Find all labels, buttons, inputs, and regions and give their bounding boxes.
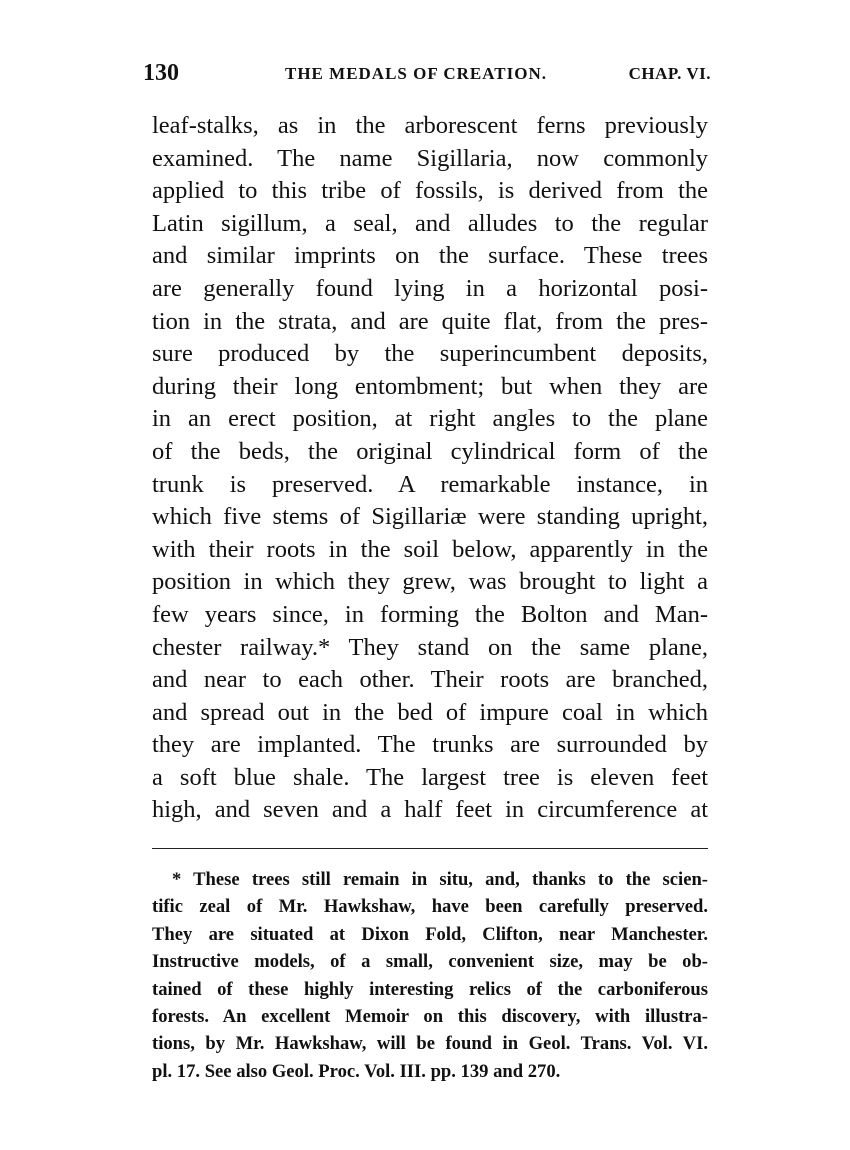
- body-line: leaf-stalks, as in the arborescent ferns previously: [152, 112, 708, 139]
- footnote-line: They are situated at Dixon Fold, Clifton, near Manchester.: [152, 923, 708, 945]
- body-line: are generally found lying in a horizontal posi-: [152, 274, 708, 302]
- body-line: chester railway.* They stand on the same plane,: [152, 633, 708, 661]
- footnote-line: Instructive models, of a small, convenient size, may be ob-: [152, 951, 708, 973]
- running-head: [143, 60, 711, 90]
- body-line: tion in the strata, and are quite flat, from the pres-: [152, 307, 708, 335]
- running-title: THE MEDALS OF CREATION.: [285, 64, 547, 83]
- body-line: during their long entombment; but when they are: [152, 372, 708, 400]
- body-line: which five stems of Sigillariæ were standing upright,: [152, 503, 708, 531]
- body-line: of the beds, the original cylindrical form of the: [152, 437, 708, 465]
- body-line: examined. The name Sigillaria, now commonly: [152, 144, 708, 172]
- body-line: few years since, in forming the Bolton and Man-: [152, 600, 708, 628]
- body-line: with their roots in the soil below, apparently in the: [152, 535, 708, 563]
- body-line: sure produced by the superincumbent deposits,: [152, 340, 708, 368]
- body-line: and spread out in the bed of impure coal in which: [152, 698, 708, 726]
- footnote-line: tific zeal of Mr. Hawkshaw, have been carefully preserved.: [152, 896, 708, 918]
- body-line: and near to each other. Their roots are branched,: [152, 666, 708, 694]
- page-number: 130: [143, 60, 179, 86]
- body-line: in an erect position, at right angles to the plane: [152, 405, 708, 433]
- footnote-line: pl. 17. See also Geol. Proc. Vol. III. pp. 139 and 270.: [152, 1060, 561, 1082]
- body-line: applied to this tribe of fossils, is derived from the: [152, 177, 708, 205]
- body-text: [152, 110, 708, 827]
- footnote-line: forests. An excellent Memoir on this discovery, with illustra-: [152, 1005, 708, 1027]
- body-line: and similar imprints on the surface. These trees: [152, 242, 708, 270]
- body-line: they are implanted. The trunks are surrounded by: [152, 731, 708, 759]
- footnote-line: * These trees still remain in situ, and, thanks to the scien-: [172, 869, 708, 890]
- body-line: high, and seven and a half feet in circumference at: [152, 796, 708, 824]
- body-line: Latin sigillum, a seal, and alludes to the regular: [152, 209, 708, 237]
- body-line: trunk is preserved. A remarkable instance, in: [152, 470, 708, 498]
- body-line: a soft blue shale. The largest tree is eleven feet: [152, 763, 708, 791]
- footnote-line: tained of these highly interesting relics of the carboniferous: [152, 978, 708, 1000]
- footnote-divider: [152, 848, 708, 849]
- footnote: [152, 866, 708, 1085]
- body-line: position in which they grew, was brought to light a: [152, 568, 708, 596]
- footnote-line: tions, by Mr. Hawkshaw, will be found in Geol. Trans. Vol. VI.: [152, 1033, 708, 1055]
- chapter-label: CHAP. VI.: [628, 64, 711, 83]
